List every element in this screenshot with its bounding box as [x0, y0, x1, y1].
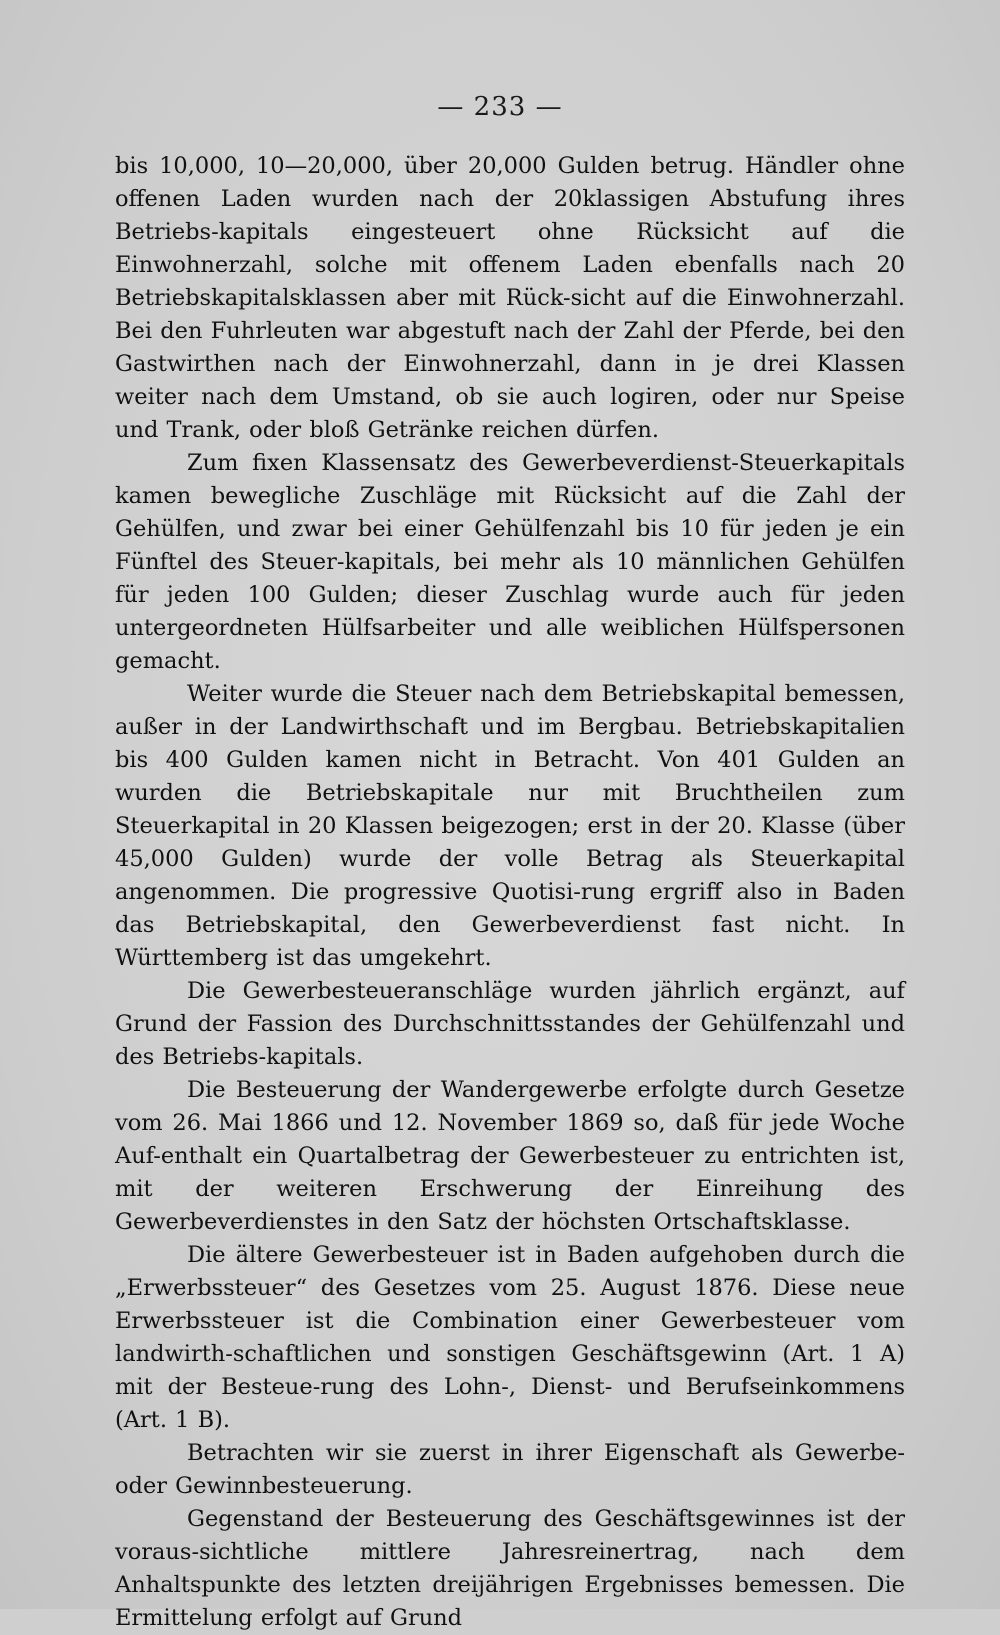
page-number: — 233 — [437, 92, 563, 122]
paragraph-2: Zum fixen Klassensatz des Gewerbeverdienst-Steuerkapitals kamen bewegliche Zuschläge mit Rücksicht auf die Zahl der Gehülfen, und zwar bei einer Gehülfenzahl bis 10 für jeden je ein Fünftel des Steuer-kapitals, bei mehr als 10 männlichen Gehülfen für jeden 100 Gulden; dieser Zuschlag wurde auch für jeden untergeordneten Hülfsarbeiter und alle weiblichen Hülfspersonen gemacht. [115, 450, 905, 674]
paragraph-4: Die Gewerbesteueranschläge wurden jährlich ergänzt, auf Grund der Fassion des Durchschnittsstandes der Gehülfenzahl und des Betriebs-kapitals. [115, 978, 905, 1070]
paragraph-5: Die Besteuerung der Wandergewerbe erfolgte durch Gesetze vom 26. Mai 1866 und 12. November 1869 so, daß für jede Woche Auf-enthalt ein Quartalbetrag der Gewerbesteuer zu entrichten ist, mit der weiteren Erschwerung der Einreihung des Gewerbeverdienstes in den Satz der höchsten Ortschaftsklasse. [115, 1077, 905, 1235]
paragraph-8: Gegenstand der Besteuerung des Geschäftsgewinnes ist der voraus-sichtliche mittlere Jahresreinertrag, nach dem Anhaltspunkte des letzten dreijährigen Ergebnisses bemessen. Die Ermittelung erfolgt auf Grund [115, 1506, 905, 1631]
body-text [115, 150, 905, 1635]
paragraph-1: bis 10,000, 10—20,000, über 20,000 Gulden betrug. Händler ohne offenen Laden wurden nach der 20klassigen Abstufung ihres Betriebs-kapitals eingesteuert ohne Rücksicht auf die Einwohnerzahl, solche mit offenem Laden ebenfalls nach 20 Betriebskapitalsklassen aber mit Rück-sicht auf die Einwohnerzahl. Bei den Fuhrleuten war abgestuft nach der Zahl der Pferde, bei den Gastwirthen nach der Einwohnerzahl, dann in je drei Klassen weiter nach dem Umstand, ob sie auch logiren, oder nur Speise und Trank, oder bloß Getränke reichen dürfen. [115, 153, 905, 443]
paragraph-7: Betrachten wir sie zuerst in ihrer Eigenschaft als Gewerbe- oder Gewinnbesteuerung. [115, 1440, 905, 1499]
paragraph-3: Weiter wurde die Steuer nach dem Betriebskapital bemessen, außer in der Landwirthschaft und im Bergbau. Betriebskapitalien bis 400 Gulden kamen nicht in Betracht. Von 401 Gulden an wurden die Betriebskapitale nur mit Bruchtheilen zum Steuerkapital in 20 Klassen beigezogen; erst in der 20. Klasse (über 45,000 Gulden) wurde der volle Betrag als Steuerkapital angenommen. Die progressive Quotisi-rung ergriff also in Baden das Betriebskapital, den Gewerbeverdienst fast nicht. In Württemberg ist das umgekehrt. [115, 681, 905, 971]
paragraph-6: Die ältere Gewerbesteuer ist in Baden aufgehoben durch die „Erwerbssteuer“ des Gesetzes vom 25. August 1876. Diese neue Erwerbssteuer ist die Combination einer Gewerbesteuer vom landwirth-schaftlichen und sonstigen Geschäftsgewinn (Art. 1 A) mit der Besteue-rung des Lohn-, Dienst- und Berufseinkommens (Art. 1 B). [115, 1242, 905, 1433]
